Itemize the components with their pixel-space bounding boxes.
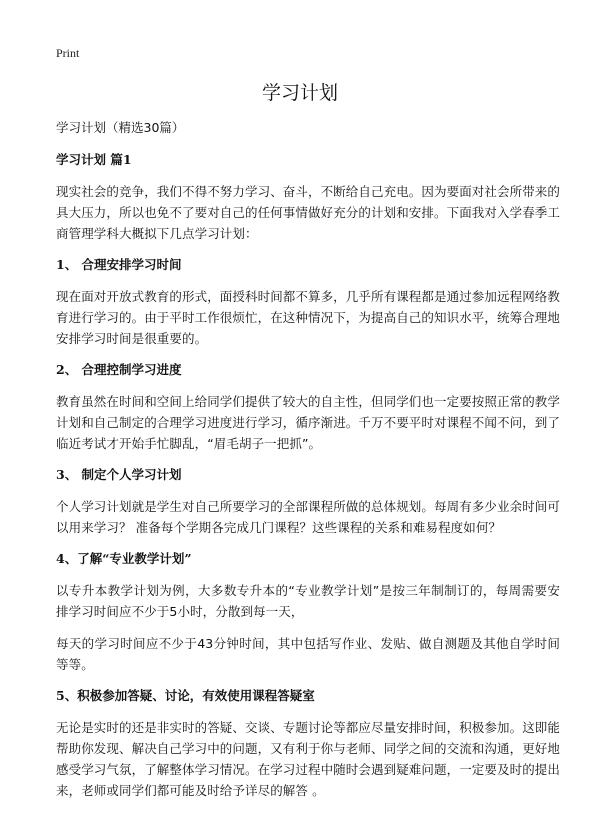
document-title: 学习计划: [261, 82, 338, 104]
section-4: [56, 549, 560, 675]
section-heading: 1、 合理安排学习时间: [56, 257, 182, 272]
section-heading: 4、了解“专业教学计划”: [56, 551, 192, 566]
section-paragraph: 教育虽然在时间和空间上给同学们提供了较大的自主性，但同学们也一定要按照正常的教学计划和自己制定的合理学习进度进行学习，循序渐进。千万不要平时对课程不闻不问，到了临近考试才开始手忙脚乱，“眉毛胡子一把抓”。: [56, 394, 561, 451]
print-link[interactable]: Print: [56, 46, 80, 60]
section-5: [56, 686, 560, 801]
intro-paragraph: 现实社会的竞争，我们不得不努力学习、奋斗，不断给自己充电。因为要面对社会所带来的具大压力，所以也免不了要对自己的任何事情做好充分的计划和安排。下面我对入学春季工商管理学科大概拟下几点学习计划：: [56, 184, 561, 241]
section-3: [56, 465, 560, 538]
section-heading: 3、 制定个人学习计划: [56, 467, 182, 482]
section-heading: 2、 合理控制学习进度: [56, 362, 182, 377]
section-paragraph: 个人学习计划就是学生对自己所要学习的全部课程所做的总体规划。每周有多少业余时间可以用来学习？ 准备每个学期各完成几门课程？这些课程的关系和难易程度如何？: [56, 499, 561, 535]
section-2: [56, 360, 560, 454]
document-subtitle: 学习计划（精选30篇）: [56, 120, 185, 135]
section-paragraph: 无论是实时的还是非实时的答疑、交谈、专题讨论等都应尽量安排时间，积极参加。这即能帮助你发现、解决自己学习中的问题，又有利于你与老师、同学之间的交流和沟通，更好地感受学习气氛，了解整体学习情况。在学习过程中随时会遇到疑难问题，一定要及时的提出来，老师或同学们都可能及时给予详尽的解答 。: [56, 720, 561, 798]
section-paragraph: 现在面对开放式教育的形式，面授科时间都不算多，几乎所有课程都是通过参加远程网络教育进行学习的。由于平时工作很烦忙，在这种情况下，为提高自己的知识水平，统筹合理地安排学习时间是很重要的。: [56, 289, 561, 346]
document-body: [56, 118, 560, 812]
section-1: [56, 255, 560, 349]
section-paragraph: 每天的学习时间应不少于43分钟时间，其中包括写作业、发贴、做自测题及其他自学时间等等。: [56, 636, 560, 672]
section-heading: 5、积极参加答疑、讨论，有效使用课程答疑室: [56, 688, 315, 703]
section-paragraph: 以专升本教学计划为例，大多数专升本的“专业教学计划”是按三年制制订的，每周需要安排学习时间应不少于5小时，分散到每一天，: [56, 583, 560, 619]
article-heading: 学习计划 篇1: [56, 152, 132, 167]
